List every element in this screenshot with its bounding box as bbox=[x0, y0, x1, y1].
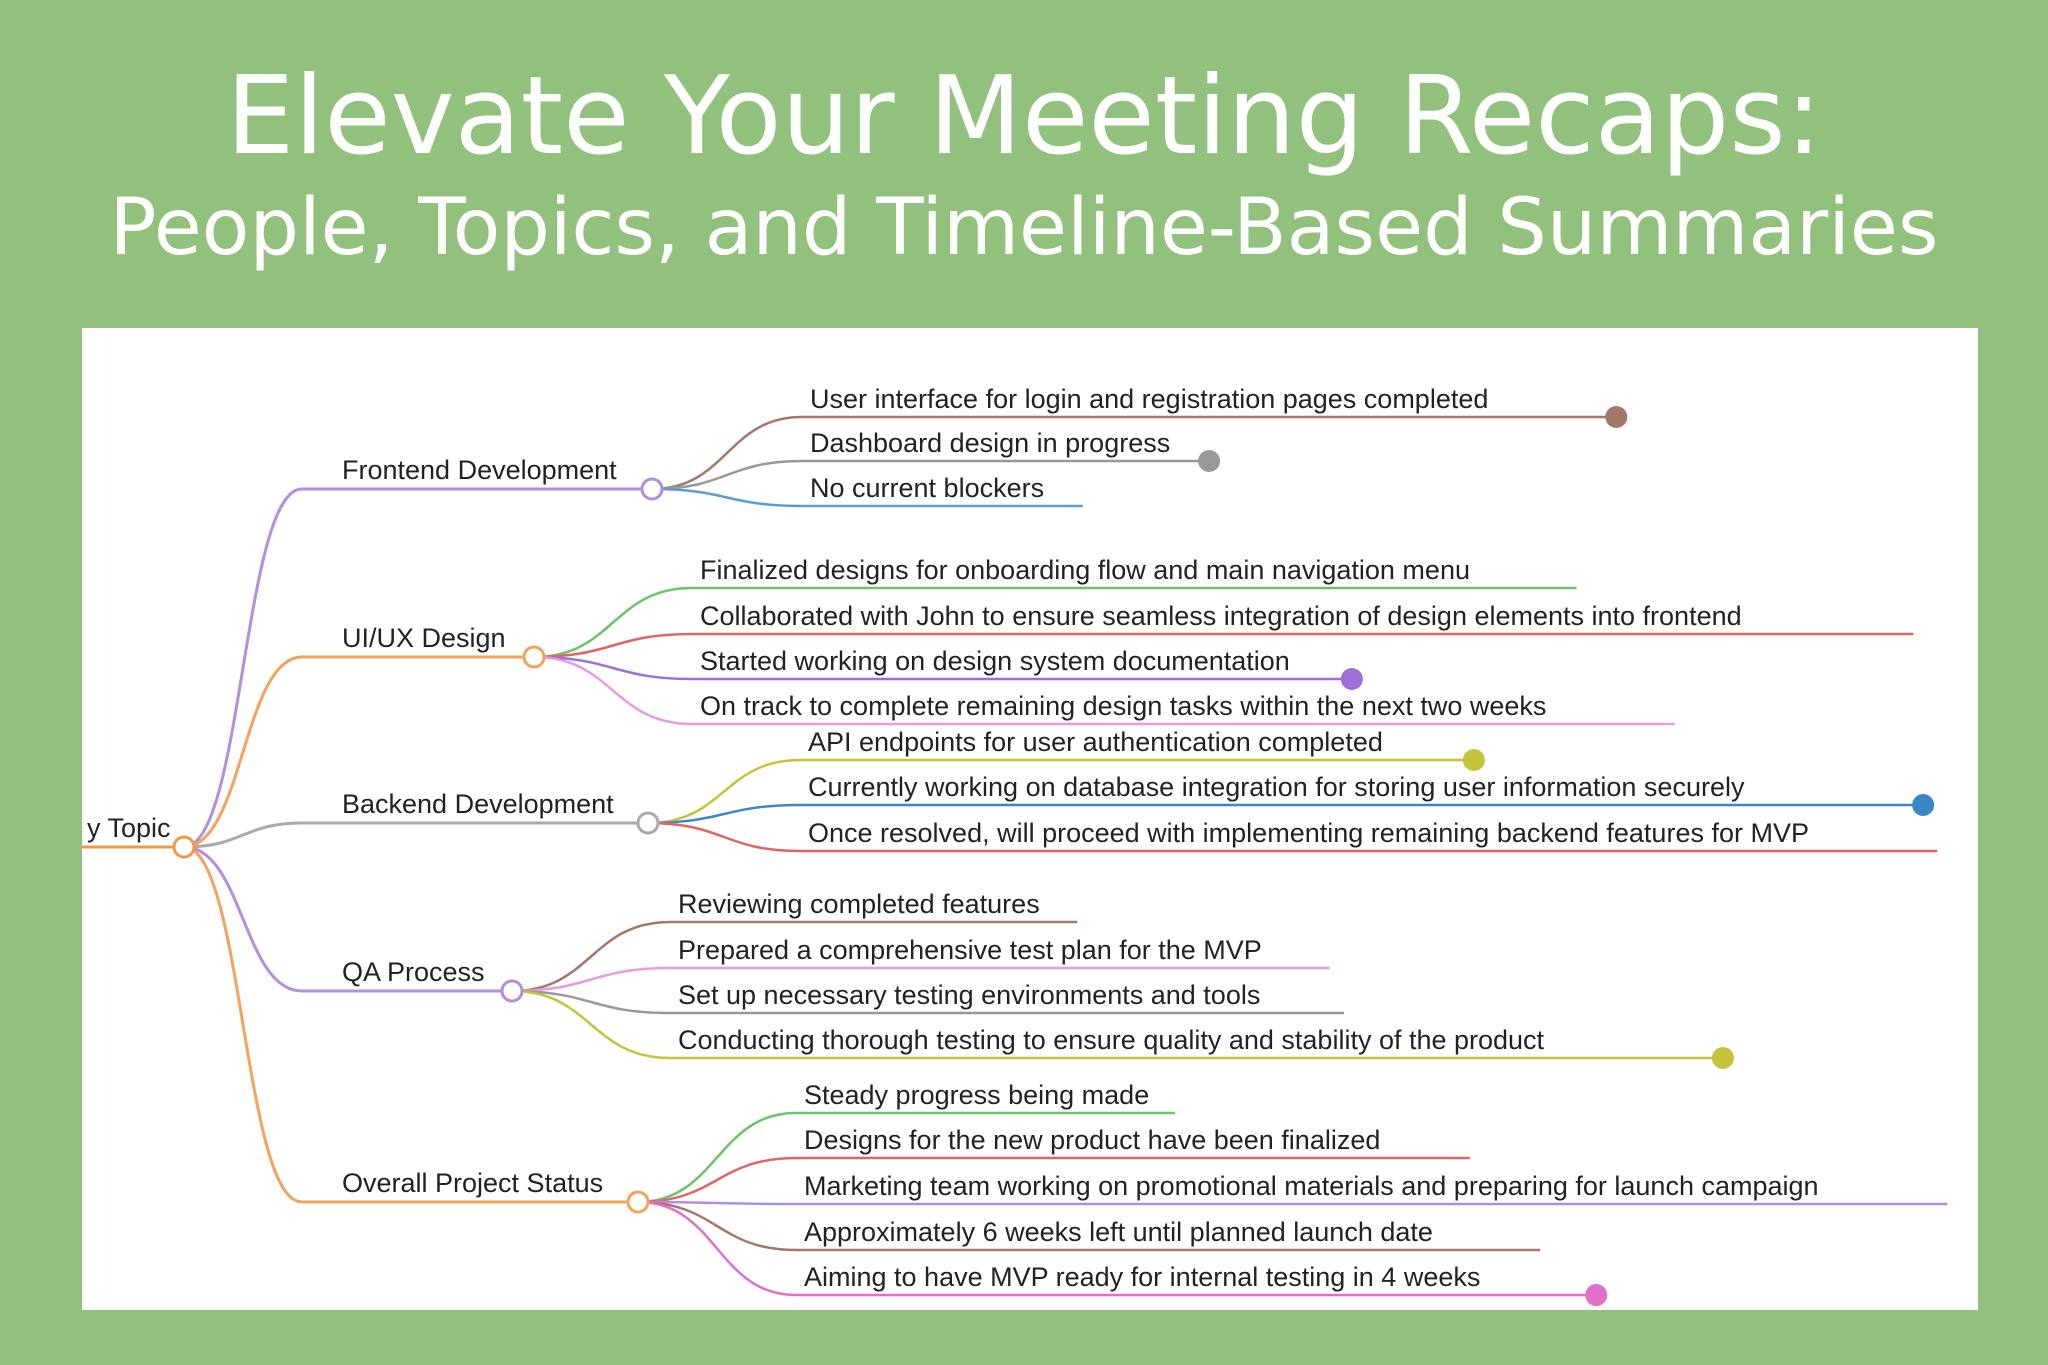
leaf-label[interactable]: Reviewing completed features bbox=[678, 889, 1040, 919]
branch-node[interactable] bbox=[502, 981, 522, 1001]
leaf-label[interactable]: Set up necessary testing environments and tools bbox=[678, 980, 1261, 1010]
leaf-label[interactable]: No current blockers bbox=[810, 473, 1045, 503]
leaf-edge bbox=[648, 823, 800, 851]
leaf-label[interactable]: Once resolved, will proceed with implementing remaining backend features for MVP bbox=[808, 818, 1809, 848]
title-line-2: People, Topics, and Timeline-Based Summaries bbox=[109, 183, 1939, 273]
leaf-label[interactable]: Designs for the new product have been finalized bbox=[804, 1125, 1381, 1155]
leaf-edge bbox=[638, 1158, 796, 1202]
leaf-edge bbox=[652, 417, 802, 489]
branch-label[interactable]: Overall Project Status bbox=[342, 1168, 604, 1198]
collapsed-node-dot[interactable] bbox=[1341, 668, 1363, 690]
title-line-1: Elevate Your Meeting Recaps: bbox=[226, 54, 1822, 179]
leaf-label[interactable]: Prepared a comprehensive test plan for the MVP bbox=[678, 935, 1262, 965]
branch-edge bbox=[184, 847, 302, 1202]
branch-edge bbox=[184, 489, 302, 847]
leaf-label[interactable]: Collaborated with John to ensure seamless integration of design elements into frontend bbox=[700, 601, 1742, 631]
leaf-label[interactable]: Started working on design system documentation bbox=[700, 646, 1290, 676]
branch-node[interactable] bbox=[638, 813, 658, 833]
header bbox=[0, 0, 2048, 310]
branch-edge bbox=[184, 847, 302, 991]
collapsed-node-dot[interactable] bbox=[1605, 406, 1627, 428]
root-label: y Topic bbox=[87, 813, 171, 843]
branch-node[interactable] bbox=[628, 1192, 648, 1212]
leaf-label[interactable]: Finalized designs for onboarding flow and main navigation menu bbox=[700, 555, 1470, 585]
branch-label[interactable]: Backend Development bbox=[342, 789, 614, 819]
branch-label[interactable]: UI/UX Design bbox=[342, 623, 506, 653]
mindmap-canvas bbox=[82, 328, 1978, 1310]
collapsed-node-dot[interactable] bbox=[1585, 1284, 1607, 1306]
leaf-label[interactable]: Dashboard design in progress bbox=[810, 428, 1171, 458]
leaf-label[interactable]: Conducting thorough testing to ensure quality and stability of the product bbox=[678, 1025, 1545, 1055]
leaf-label[interactable]: On track to complete remaining design tasks within the next two weeks bbox=[700, 691, 1547, 721]
leaf-edge bbox=[638, 1113, 796, 1202]
leaf-edge bbox=[638, 1202, 796, 1250]
branch-label[interactable]: QA Process bbox=[342, 957, 485, 987]
root-node[interactable] bbox=[174, 837, 194, 857]
collapsed-node-dot[interactable] bbox=[1463, 749, 1485, 771]
leaf-label[interactable]: User interface for login and registration pages completed bbox=[810, 384, 1489, 414]
branch-node[interactable] bbox=[642, 479, 662, 499]
branch-node[interactable] bbox=[524, 647, 544, 667]
branch-label[interactable]: Frontend Development bbox=[342, 455, 617, 485]
leaf-label[interactable]: Currently working on database integration for storing user information securely bbox=[808, 772, 1745, 802]
collapsed-node-dot[interactable] bbox=[1198, 450, 1220, 472]
collapsed-node-dot[interactable] bbox=[1712, 1047, 1734, 1069]
mindmap-panel bbox=[82, 328, 1978, 1310]
leaf-label[interactable]: Marketing team working on promotional materials and preparing for launch campaign bbox=[804, 1171, 1819, 1201]
leaf-label[interactable]: Aiming to have MVP ready for internal testing in 4 weeks bbox=[804, 1262, 1481, 1292]
leaf-label[interactable]: API endpoints for user authentication completed bbox=[808, 727, 1383, 757]
leaf-edge bbox=[652, 489, 802, 506]
leaf-label[interactable]: Approximately 6 weeks left until planned launch date bbox=[804, 1217, 1433, 1247]
collapsed-node-dot[interactable] bbox=[1912, 794, 1934, 816]
leaf-edge bbox=[652, 461, 802, 489]
branch-edge bbox=[184, 657, 302, 847]
leaf-label[interactable]: Steady progress being made bbox=[804, 1080, 1150, 1110]
